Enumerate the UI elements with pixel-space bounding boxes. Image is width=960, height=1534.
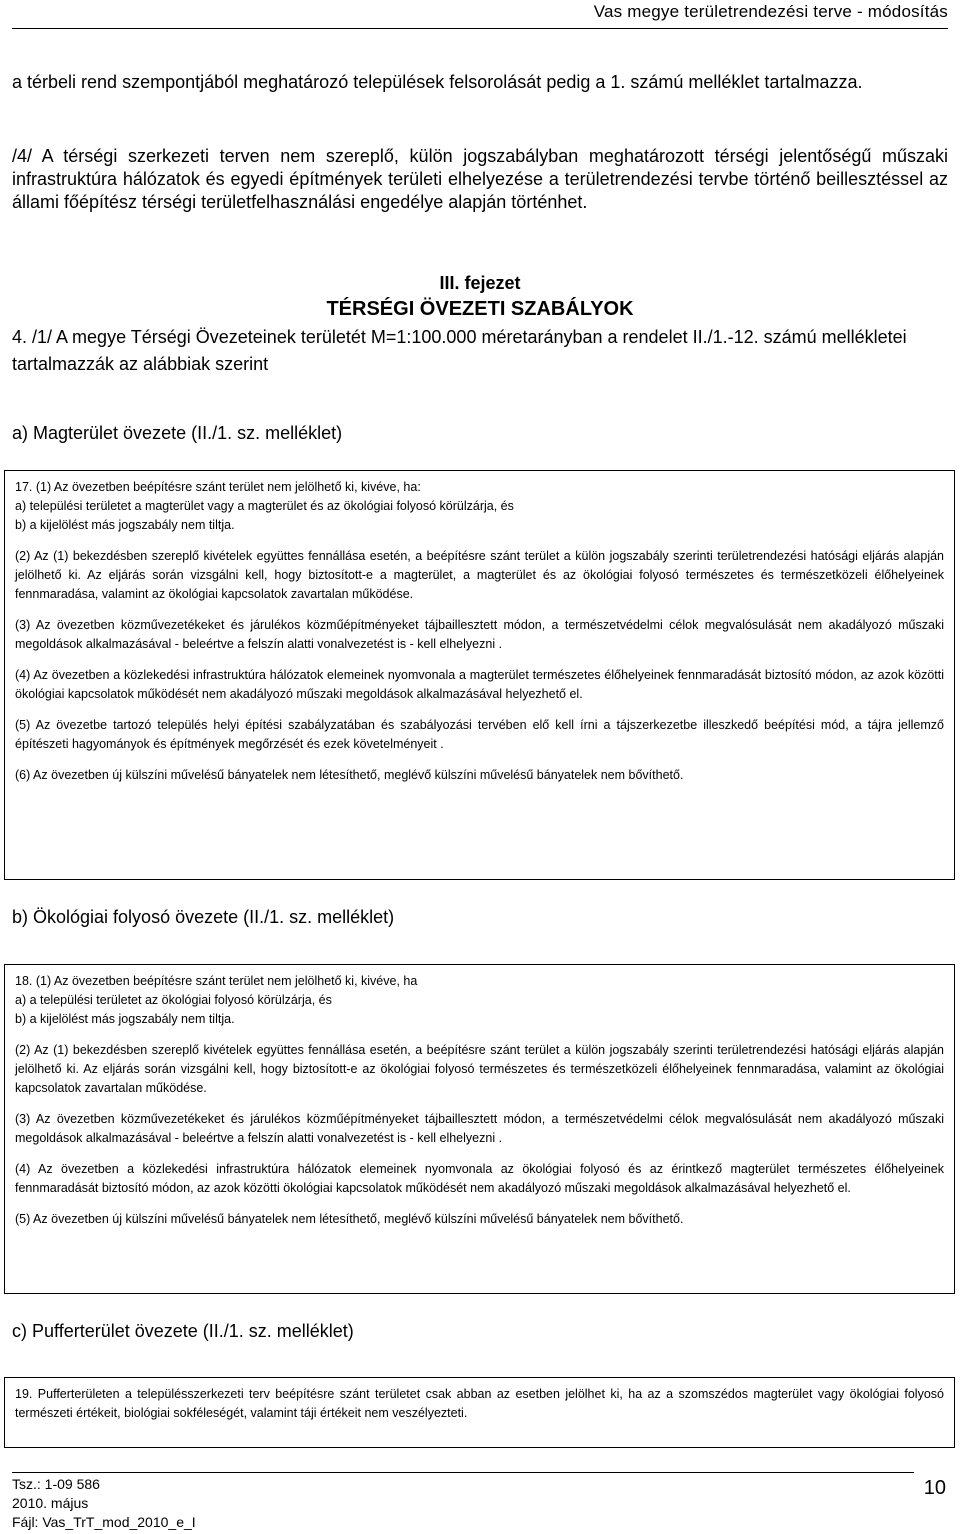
footer-info <box>12 1475 196 1532</box>
zone-a-heading: a) Magterület övezete (II./1. sz. melléklet) <box>12 423 343 443</box>
section-4-paragraph: 4. /1/ A megye Térségi Övezeteinek területét M=1:100.000 méretarányban a rendelet II./1.-12. számú mellékletei tartalmazzák az alábbiak szerint <box>12 327 907 374</box>
zone-a-para-4: (4) Az övezetben a közlekedési infrastruktúra hálózatok elemeinek nyomvonala a magterület természetes élőhelyeinek fennmaradását biztosító módon, az azok közötti ökológiai kapcsolatok működését nem akadályozó műszaki megoldások alkalmazásával helyezhető el. <box>15 668 944 701</box>
zone-c-box <box>4 1377 955 1448</box>
zone-b-para-4: (4) Az övezetben a közlekedési infrastruktúra hálózatok elemeinek nyomvonala az ökológiai folyosó és az érintkező magterület természetes élőhelyeinek fennmaradását biztosító módon, az azok közötti ökológiai kapcsolatok működését nem akadályozó műszaki megoldások alkalmazásával helyezhető el. <box>15 1162 944 1195</box>
zone-b-box <box>4 964 955 1294</box>
zone-b-para-1: 18. (1) Az övezetben beépítésre szánt terület nem jelölhető ki, kivéve, ha a) a települési területet az ökológiai folyosó körülzárja, és b) a kijelölést más jogszabály nem tiltja. <box>15 974 418 1026</box>
zone-b-heading: b) Ökológiai folyosó övezete (II./1. sz. melléklet) <box>12 907 395 927</box>
zone-b-para-3: (3) Az övezetben közművezetékeket és járulékos közműépítményeket tájbaillesztett módon, a természetvédelmi célok megvalósulását nem akadályozó műszaki megoldások alkalmazásával - beleértve a felszín alatti vonalvezetést is - kell elhelyezni . <box>15 1112 944 1145</box>
paragraph-4: /4/ A térségi szerkezeti terven nem szereplő, külön jogszabályban meghatározott térségi jelentőségű műszaki infrastruktúra hálózatok és egyedi építmények területi elhelyezése a területrendezési tervbe történő beillesztéssel az állami főépítész térségi területfelhasználási engedélye alapján történhet. <box>12 146 948 212</box>
zone-b-para-2: (2) Az (1) bekezdésben szereplő kivételek együttes fennállása esetén, a beépítésre szánt terület a külön jogszabály szerinti területrendezési hatósági eljárás alapján jelölhető ki. Az eljárás során vizsgálni kell, hogy biztosított-e az ökológiai folyosó természetes és természetközeli élőhelyeinek fennmaradása, valamint az ökológiai kapcsolatok zavartalan működése. <box>15 1043 944 1095</box>
zone-a-para-3: (3) Az övezetben közművezetékeket és járulékos közműépítményeket tájbaillesztett módon, a természetvédelmi célok megvalósulását nem akadályozó műszaki megoldások alkalmazásával - beleértve a felszín alatti vonalvezetést is - kell elhelyezni . <box>15 618 944 651</box>
header-divider <box>12 28 948 29</box>
intro-paragraph: a térbeli rend szempontjából meghatározó települések felsorolását pedig a 1. számú melléklet tartalmazza. <box>12 72 863 92</box>
footer-date: 2010. május <box>12 1495 89 1511</box>
zone-a-para-2: (2) Az (1) bekezdésben szereplő kivételek együttes fennállása esetén, a beépítésre szánt terület a külön jogszabály szerinti területrendezési hatósági eljárás alapján jelölhető ki. Az eljárás során vizsgálni kell, hogy biztosított-e a magterület, a magterület és az ökológiai folyosó természetes és természetközeli élőhelyeinek fennmaradása, valamint az ökológiai kapcsolatok zavartalan működése. <box>15 549 944 601</box>
zone-a-para-5: (5) Az övezetbe tartozó település helyi építési szabályzatában és szabályozási tervében elő kell írni a tájszerkezetbe illeszkedő beépítési mód, a tájra jellemző építészeti hagyományok és építmények megőrzését és ezek követelményeit . <box>15 718 944 751</box>
zone-c-heading: c) Pufferterület övezete (II./1. sz. melléklet) <box>12 1321 354 1341</box>
zone-a-para-1: 17. (1) Az övezetben beépítésre szánt terület nem jelölhető ki, kivéve, ha: a) települési területet a magterület vagy a magterület és az ökológiai folyosó körülzárja, és b) a kijelölést más jogszabály nem tiltja. <box>15 480 514 532</box>
footer-divider <box>12 1472 914 1473</box>
zone-b-para-5: (5) Az övezetben új külszíni művelésű bányatelek nem létesíthető, meglévő külszíni művelésű bányatelek nem bővíthető. <box>15 1212 684 1226</box>
zone-c-para-1: 19. Pufferterületen a településszerkezeti terv beépítésre szánt területet csak abban az esetben jelölhet ki, ha az a szomszédos magterület vagy ökológiai folyosó természeti értékeit, biológiai sokféleségét, valamint táji értékeit nem veszélyezteti. <box>15 1387 944 1420</box>
zone-a-para-6: (6) Az övezetben új külszíni művelésű bányatelek nem létesíthető, meglévő külszíni művelésű bányatelek nem bővíthető. <box>15 768 684 782</box>
footer-file-name: Fájl: Vas_TrT_mod_2010_e_I <box>12 1514 196 1530</box>
zone-a-box <box>4 470 955 880</box>
chapter-title: TÉRSÉGI ÖVEZETI SZABÁLYOK <box>326 298 634 320</box>
running-header-title: Vas megye területrendezési terve - módosítás <box>593 2 948 21</box>
footer-project-number: Tsz.: 1-09 586 <box>12 1476 100 1492</box>
page-number: 10 <box>923 1477 946 1499</box>
chapter-number: III. fejezet <box>439 273 521 293</box>
